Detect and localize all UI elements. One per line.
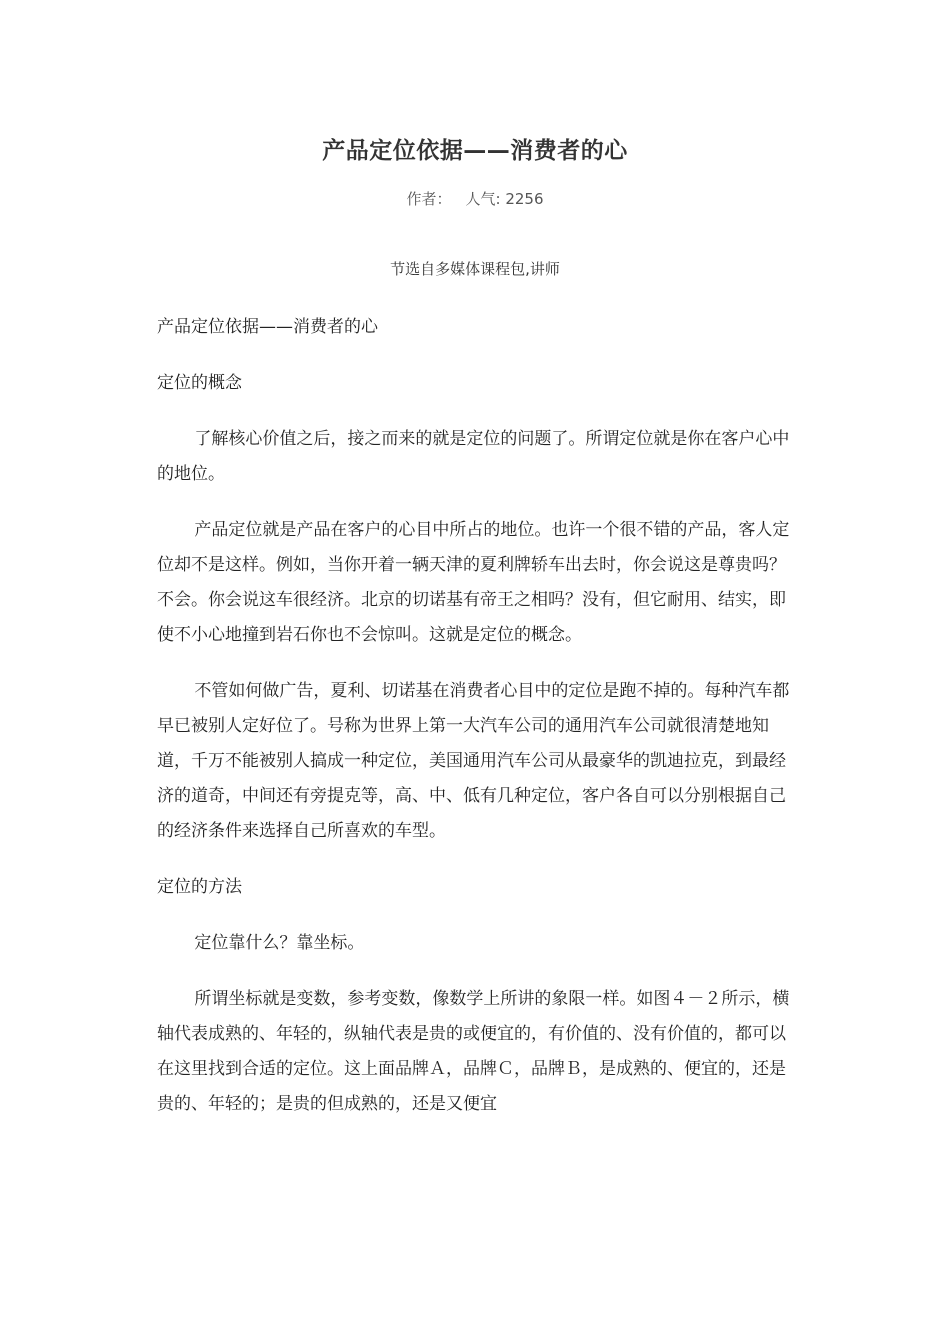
body-paragraph: 产品定位就是产品在客户的心目中所占的地位。也许一个很不错的产品，客人定位却不是这样。例如，当你开着一辆天津的夏利牌轿车出去时，你会说这是尊贵吗？不会。你会说这车很经济。北京的切诺基有帝王之相吗？没有，但它耐用、结实，即使不小心地撞到岩石你也不会惊叫。这就是定位的概念。	[157, 520, 790, 645]
popularity-count: 人气: 2256	[465, 190, 544, 208]
body-paragraph: 不管如何做广告，夏利、切诺基在消费者心目中的定位是跑不掉的。每种汽车都早已被别人定好位了。号称为世界上第一大汽车公司的通用汽车公司就很清楚地知道，千万不能被别人搞成一种定位，美国通用汽车公司从最豪华的凯迪拉克，到最经济的道奇，中间还有旁提克等，高、中、低有几种定位，客户各自可以分别根据自己的经济条件来选择自己所喜欢的车型。	[157, 681, 790, 841]
source-note: 节选自多媒体课程包,讲师	[390, 260, 560, 278]
body-heading: 产品定位依据——消费者的心	[157, 317, 378, 337]
body-paragraph: 了解核心价值之后，接之而来的就是定位的问题了。所谓定位就是你在客户心中的地位。	[157, 429, 790, 484]
article-body	[157, 310, 793, 1143]
author-label: 作者：	[406, 190, 452, 208]
article-meta	[0, 188, 950, 209]
body-paragraph: 定位靠什么？靠坐标。	[194, 933, 365, 953]
section-heading-concept: 定位的概念	[157, 373, 242, 393]
body-paragraph: 所谓坐标就是变数，参考变数，像数学上所讲的象限一样。如图４－２所示，横轴代表成熟的、年轻的，纵轴代表是贵的或便宜的，有价值的、没有价值的，都可以在这里找到合适的定位。这上面品牌Ａ，品牌Ｃ，品牌Ｂ，是成熟的、便宜的，还是贵的、年轻的；是贵的但成熟的，还是又便宜	[157, 989, 790, 1114]
section-heading-method: 定位的方法	[157, 877, 242, 897]
article-title: 产品定位依据——消费者的心	[322, 138, 628, 164]
